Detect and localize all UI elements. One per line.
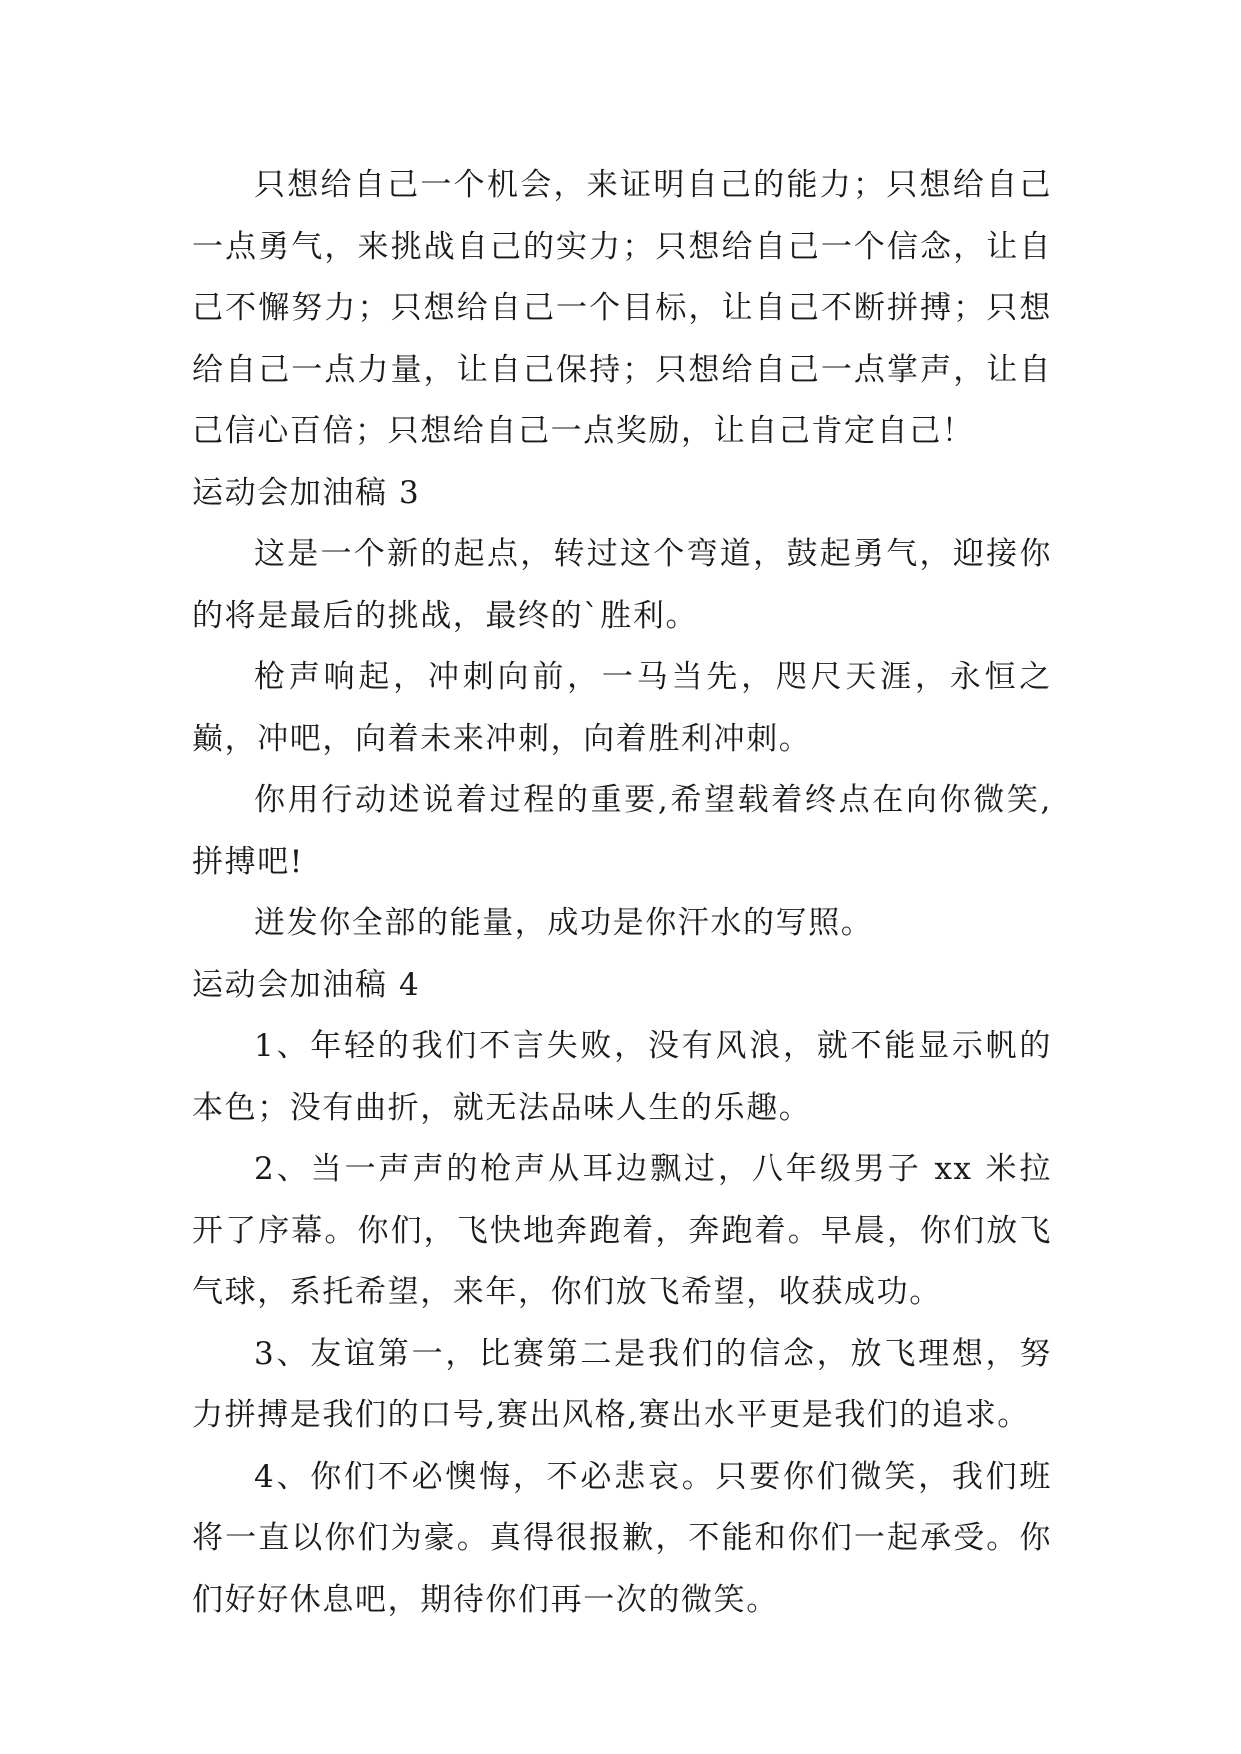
paragraph: 2、当一声声的枪声从耳边飘过，八年级男子 xx 米拉开了序幕。你们，飞快地奔跑着，奔跑着。早晨，你们放飞气球，系托希望，来年，你们放飞希望，收获成功。 — [192, 1151, 1052, 1310]
paragraph: 1、年轻的我们不言失败，没有风浪，就不能显示帆的本色；没有曲折，就无法品味人生的乐趣。 — [192, 1028, 1052, 1126]
paragraph: 迸发你全部的能量，成功是你汗水的写照。 — [254, 905, 874, 941]
paragraph: 你用行动述说着过程的重要,希望载着终点在向你微笑,拼搏吧! — [192, 782, 1052, 880]
section-heading: 运动会加油稿 3 — [192, 474, 421, 511]
paragraph: 这是一个新的起点，转过这个弯道，鼓起勇气，迎接你的将是最后的挑战，最终的`胜利。 — [192, 536, 1052, 634]
document-body — [192, 155, 1052, 1631]
paragraph: 4、你们不必懊悔，不必悲哀。只要你们微笑，我们班将一直以你们为豪。真得很报歉，不能和你们一起承受。你们好好休息吧，期待你们再一次的微笑。 — [192, 1458, 1052, 1618]
paragraph: 只想给自己一个机会，来证明自己的能力；只想给自己一点勇气，来挑战自己的实力；只想给自己一个信念，让自己不懈努力；只想给自己一个目标，让自己不断拼搏；只想给自己一点力量，让自己保持；只想给自己一点掌声，让自己信心百倍；只想给自己一点奖励，让自己肯定自己！ — [192, 167, 1052, 449]
paragraph: 3、友谊第一，比赛第二是我们的信念，放飞理想，努力拼搏是我们的口号,赛出风格,赛出水平更是我们的追求。 — [192, 1335, 1052, 1433]
paragraph: 枪声响起，冲刺向前，一马当先，咫尺天涯，永恒之巅，冲吧，向着未来冲刺，向着胜利冲刺。 — [192, 659, 1052, 757]
section-heading: 运动会加油稿 4 — [192, 966, 421, 1003]
